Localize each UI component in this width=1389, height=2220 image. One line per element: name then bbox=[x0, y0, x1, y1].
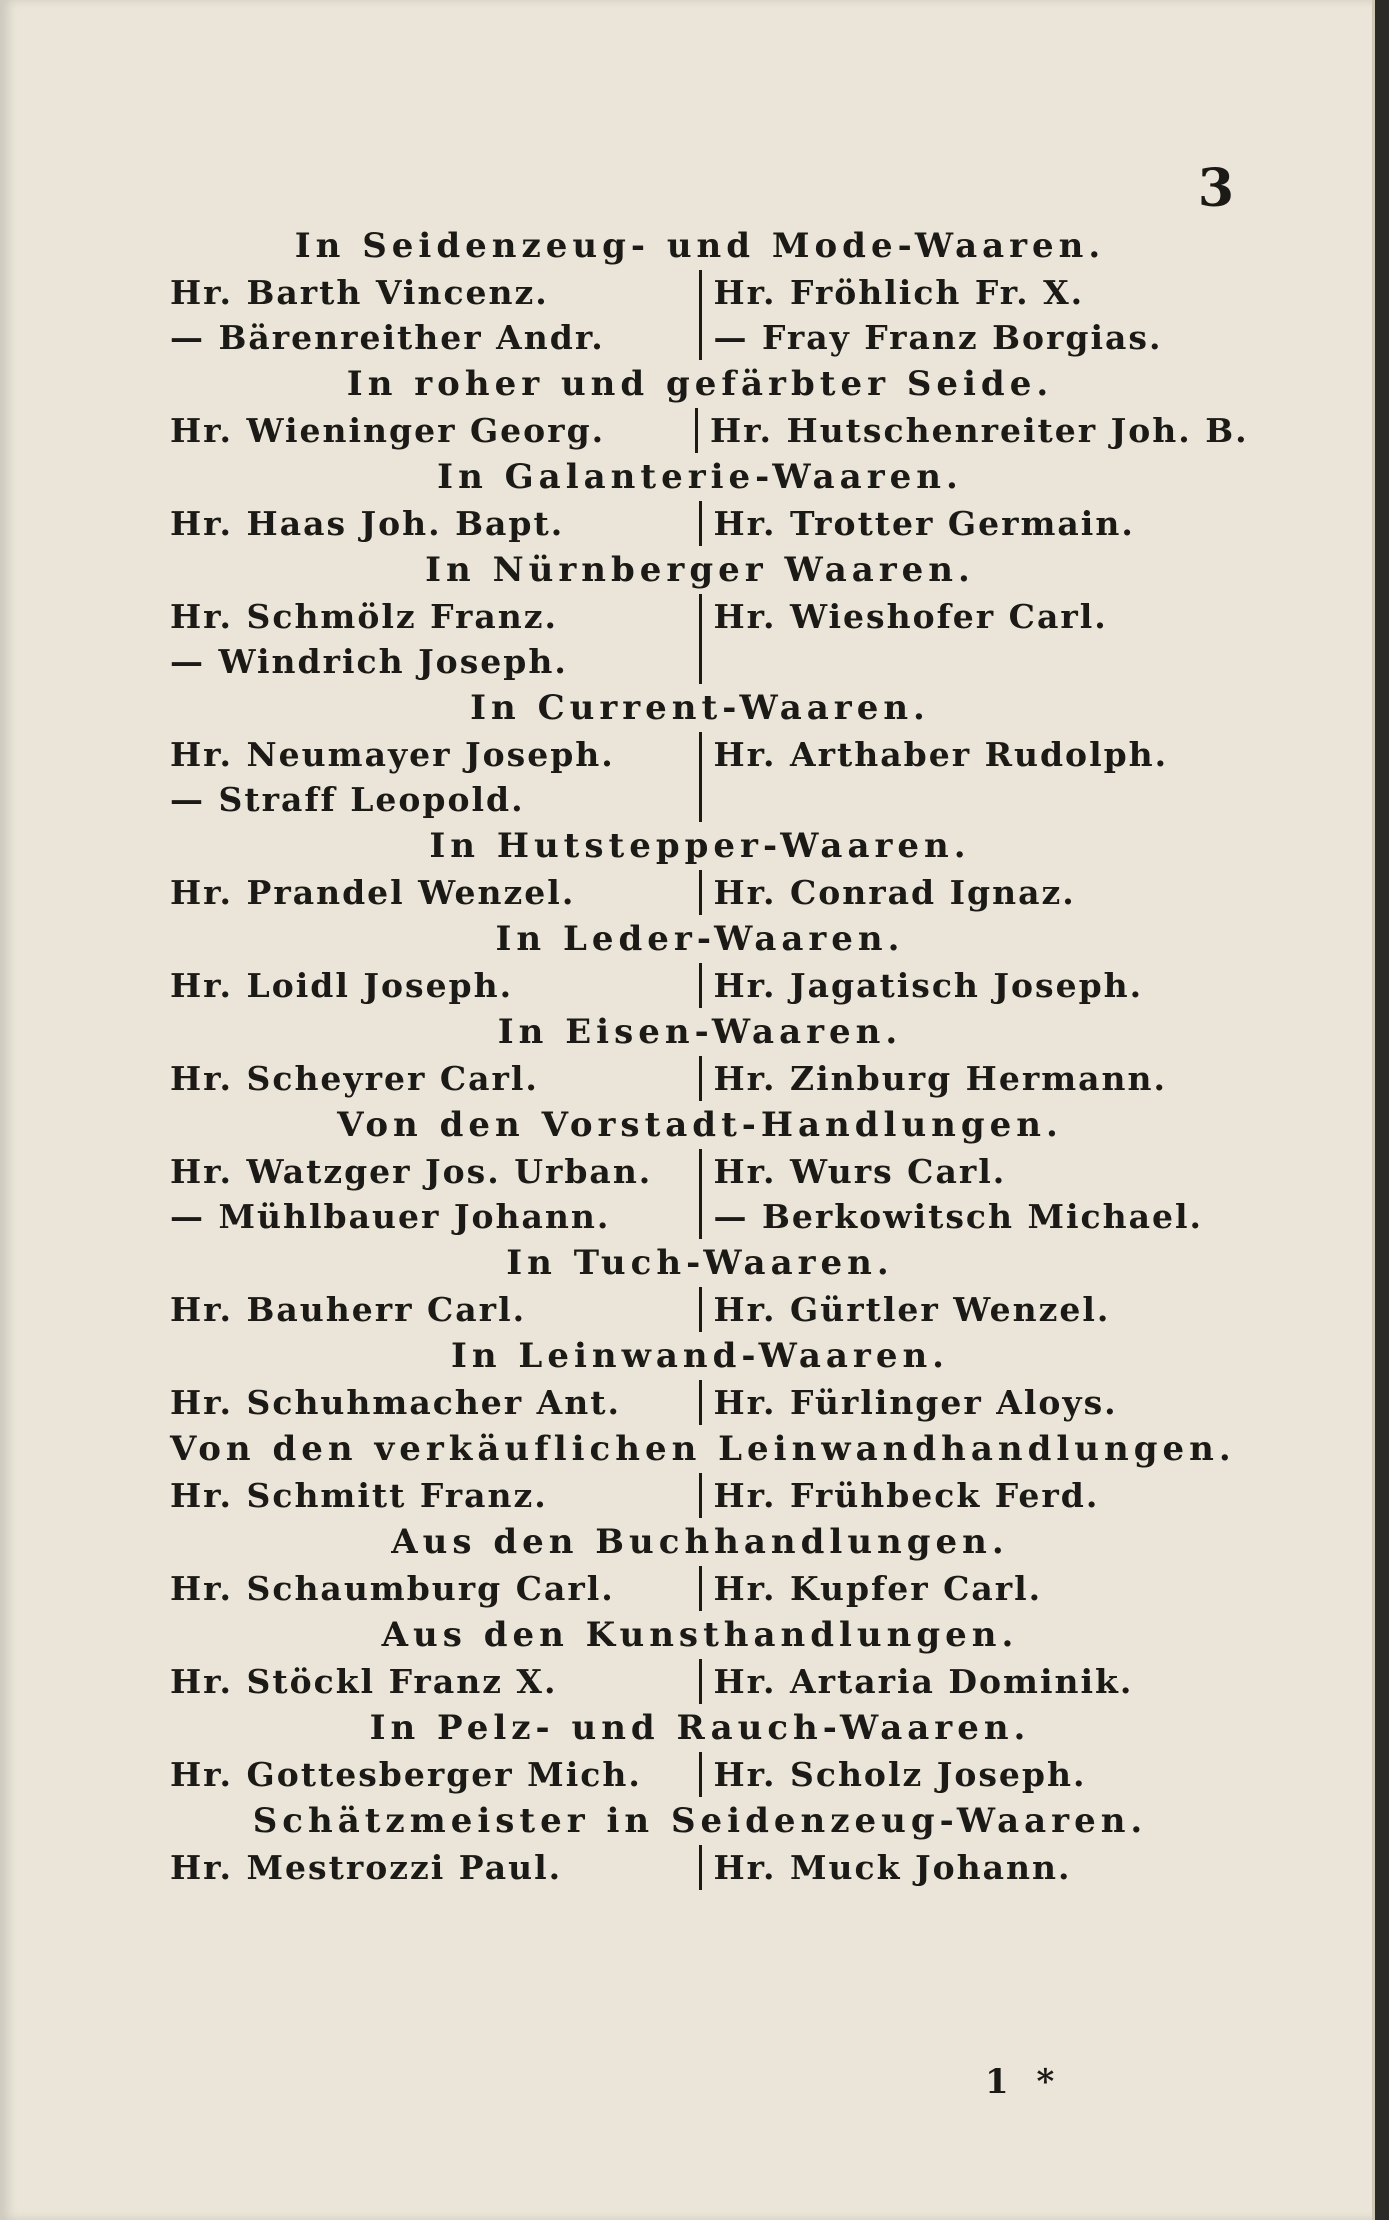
member-name: Hr. Watzger Jos. Urban. bbox=[170, 1152, 653, 1191]
member-name: Hr. Fürlinger Aloys. bbox=[713, 1383, 1118, 1422]
name-columns bbox=[170, 870, 1230, 915]
right-name-column bbox=[699, 963, 1231, 1008]
directory-section bbox=[170, 546, 1230, 684]
section-heading: In Nürnberger Waaren. bbox=[425, 550, 975, 590]
member-name: Hr. Kupfer Carl. bbox=[713, 1569, 1043, 1608]
section-heading: In Current-Waaren. bbox=[470, 688, 930, 728]
member-name: Hr. Gottesberger Mich. bbox=[170, 1755, 642, 1794]
member-name: Hr. Scheyrer Carl. bbox=[170, 1059, 539, 1098]
name-columns bbox=[170, 594, 1230, 684]
left-name-column bbox=[170, 501, 699, 546]
section-heading: Aus den Kunsthandlungen. bbox=[381, 1615, 1019, 1655]
member-name: Hr. Wieninger Georg. bbox=[170, 411, 606, 450]
right-name-column bbox=[699, 1659, 1231, 1704]
member-name: Hr. Bauherr Carl. bbox=[170, 1290, 527, 1329]
directory-section bbox=[170, 360, 1249, 453]
member-name: Hr. Trotter Germain. bbox=[713, 504, 1135, 543]
member-name: Hr. Wieshofer Carl. bbox=[713, 597, 1108, 636]
name-columns bbox=[170, 732, 1230, 822]
name-columns bbox=[170, 408, 1249, 453]
directory-section bbox=[170, 1518, 1230, 1611]
name-columns bbox=[170, 501, 1230, 546]
section-heading: In Hutstepper-Waaren. bbox=[429, 826, 971, 866]
member-name: Hr. Schaumburg Carl. bbox=[170, 1569, 615, 1608]
section-heading: Schätzmeister in Seidenzeug-Waaren. bbox=[252, 1801, 1148, 1841]
section-heading: In roher und gefärbter Seide. bbox=[346, 364, 1054, 404]
member-name: Hr. Schuhmacher Ant. bbox=[170, 1383, 622, 1422]
left-name-column bbox=[170, 270, 699, 360]
directory-section bbox=[170, 915, 1230, 1008]
member-name: Hr. Prandel Wenzel. bbox=[170, 873, 576, 912]
member-name: Hr. Gürtler Wenzel. bbox=[713, 1290, 1111, 1329]
left-name-column bbox=[170, 870, 699, 915]
section-heading: In Pelz- und Rauch-Waaren. bbox=[369, 1708, 1031, 1748]
directory-section bbox=[170, 1008, 1230, 1101]
member-name: Hr. Haas Joh. Bapt. bbox=[170, 504, 565, 543]
left-name-column bbox=[170, 594, 699, 684]
left-name-column bbox=[170, 1752, 699, 1797]
member-name: Hr. Artaria Dominik. bbox=[713, 1662, 1134, 1701]
left-name-column bbox=[170, 732, 699, 822]
name-columns bbox=[170, 1659, 1230, 1704]
name-columns bbox=[170, 1752, 1230, 1797]
right-name-column bbox=[699, 732, 1231, 822]
left-name-column bbox=[170, 1659, 699, 1704]
name-columns bbox=[170, 1056, 1230, 1101]
sheet-signature-mark: 1 * bbox=[985, 2062, 1063, 2102]
member-name: Hr. Scholz Joseph. bbox=[713, 1755, 1087, 1794]
right-name-column bbox=[695, 408, 1249, 453]
name-columns bbox=[170, 963, 1230, 1008]
section-heading: In Seidenzeug- und Mode-Waaren. bbox=[294, 226, 1106, 266]
left-name-column bbox=[170, 1845, 699, 1890]
name-columns bbox=[170, 1473, 1230, 1518]
member-name: Hr. Zinburg Hermann. bbox=[713, 1059, 1167, 1098]
name-columns bbox=[170, 1287, 1230, 1332]
member-name: — Berkowitsch Michael. bbox=[713, 1197, 1204, 1236]
left-name-column bbox=[170, 1380, 699, 1425]
directory-content bbox=[170, 222, 1249, 1890]
member-name: Hr. Mestrozzi Paul. bbox=[170, 1848, 563, 1887]
right-name-column bbox=[699, 1287, 1231, 1332]
member-name: Hr. Barth Vincenz. bbox=[170, 273, 549, 312]
right-name-column bbox=[699, 1566, 1231, 1611]
right-name-column bbox=[699, 1845, 1231, 1890]
name-columns bbox=[170, 1845, 1230, 1890]
member-name: — Fray Franz Borgias. bbox=[713, 318, 1163, 357]
member-name: Hr. Schmölz Franz. bbox=[170, 597, 558, 636]
member-name: — Mühlbauer Johann. bbox=[170, 1197, 611, 1236]
section-heading: In Eisen-Waaren. bbox=[497, 1012, 903, 1052]
directory-section bbox=[170, 222, 1230, 360]
directory-section bbox=[170, 453, 1230, 546]
member-name: Hr. Loidl Joseph. bbox=[170, 966, 514, 1005]
directory-section bbox=[170, 1611, 1230, 1704]
section-heading: Von den Vorstadt-Handlungen. bbox=[337, 1105, 1063, 1145]
directory-section bbox=[170, 1797, 1230, 1890]
directory-section bbox=[170, 1425, 1236, 1518]
section-heading: In Leinwand-Waaren. bbox=[450, 1336, 950, 1376]
member-name: Hr. Schmitt Franz. bbox=[170, 1476, 548, 1515]
directory-section bbox=[170, 1101, 1230, 1239]
right-name-column bbox=[699, 594, 1231, 684]
right-name-column bbox=[699, 1149, 1231, 1239]
page-number: 3 bbox=[1197, 158, 1234, 219]
member-name: — Windrich Joseph. bbox=[170, 642, 568, 681]
right-name-column bbox=[699, 870, 1231, 915]
name-columns bbox=[170, 1149, 1230, 1239]
directory-section bbox=[170, 1704, 1230, 1797]
member-name: — Bärenreither Andr. bbox=[170, 318, 605, 357]
right-name-column bbox=[699, 1752, 1231, 1797]
right-name-column bbox=[699, 270, 1231, 360]
right-name-column bbox=[699, 501, 1231, 546]
directory-section bbox=[170, 822, 1230, 915]
member-name: Hr. Neumayer Joseph. bbox=[170, 735, 615, 774]
section-heading: In Leder-Waaren. bbox=[495, 919, 905, 959]
member-name: Hr. Stöckl Franz X. bbox=[170, 1662, 558, 1701]
name-columns bbox=[170, 1566, 1230, 1611]
member-name: Hr. Conrad Ignaz. bbox=[713, 873, 1076, 912]
left-name-column bbox=[170, 408, 695, 453]
name-columns bbox=[170, 1380, 1230, 1425]
member-name: Hr. Wurs Carl. bbox=[713, 1152, 1007, 1191]
left-name-column bbox=[170, 1149, 699, 1239]
member-name: Hr. Arthaber Rudolph. bbox=[713, 735, 1169, 774]
directory-section bbox=[170, 1332, 1230, 1425]
left-name-column bbox=[170, 1473, 699, 1518]
left-name-column bbox=[170, 963, 699, 1008]
left-name-column bbox=[170, 1566, 699, 1611]
member-name: Hr. Frühbeck Ferd. bbox=[713, 1476, 1100, 1515]
directory-section bbox=[170, 684, 1230, 822]
directory-section bbox=[170, 1239, 1230, 1332]
member-name: Hr. Hutschenreiter Joh. B. bbox=[710, 411, 1249, 450]
member-name: Hr. Jagatisch Joseph. bbox=[713, 966, 1144, 1005]
member-name: — Straff Leopold. bbox=[170, 780, 525, 819]
name-columns bbox=[170, 270, 1230, 360]
left-name-column bbox=[170, 1056, 699, 1101]
right-name-column bbox=[699, 1056, 1231, 1101]
section-heading: Aus den Buchhandlungen. bbox=[391, 1522, 1009, 1562]
member-name: Hr. Fröhlich Fr. X. bbox=[713, 273, 1085, 312]
section-heading: Von den verkäuflichen Leinwandhandlungen. bbox=[170, 1429, 1236, 1469]
right-name-column bbox=[699, 1380, 1231, 1425]
left-name-column bbox=[170, 1287, 699, 1332]
section-heading: In Tuch-Waaren. bbox=[506, 1243, 894, 1283]
right-name-column bbox=[699, 1473, 1231, 1518]
member-name: Hr. Muck Johann. bbox=[713, 1848, 1072, 1887]
section-heading: In Galanterie-Waaren. bbox=[437, 457, 963, 497]
